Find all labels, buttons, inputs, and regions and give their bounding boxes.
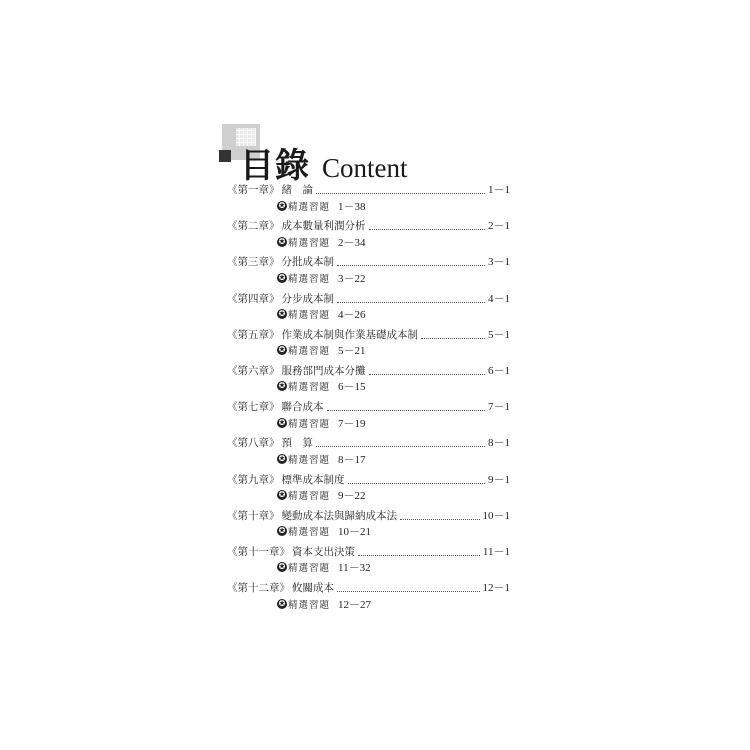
exercise-label: 精選習題: [288, 527, 331, 539]
toc-entry: [227, 253, 510, 289]
exercise-row[interactable]: [277, 559, 510, 576]
exercise-pages: 2－34: [338, 236, 366, 249]
chapter-number: 《第四章》: [227, 292, 280, 305]
chapter-number: 《第八章》: [227, 437, 280, 450]
chapter-number: 《第九章》: [227, 473, 280, 486]
exercise-pages: 8－17: [338, 453, 366, 466]
star-badge-icon: ✪: [278, 200, 286, 210]
star-badge-icon: ✪: [278, 236, 286, 246]
toc-entry: [227, 579, 510, 615]
exercise-pages: 12－27: [338, 598, 372, 611]
toc-entry: [227, 507, 510, 543]
toc-entry: [227, 181, 510, 217]
chapter-page: 12－1: [482, 582, 510, 595]
chapter-row[interactable]: [227, 290, 510, 306]
dot-leader: [316, 446, 485, 447]
exercise-label: 精選習題: [288, 563, 331, 575]
exercise-row[interactable]: [277, 197, 510, 214]
header-square-decoration: [219, 150, 231, 162]
chapter-number: 《第二章》: [227, 220, 280, 233]
chapter-row[interactable]: [227, 217, 510, 233]
chapter-page: 11－1: [482, 545, 510, 558]
chapter-number: 《第七章》: [227, 401, 280, 414]
dot-leader: [369, 374, 486, 375]
star-badge-icon: ✪: [278, 526, 286, 536]
title-chinese: 目錄: [240, 146, 310, 186]
exercise-label: 精選習題: [288, 237, 331, 249]
chapter-title: 服務部門成本分攤: [281, 364, 366, 377]
exercise-label: 精選習題: [288, 491, 331, 502]
exercise-pages: 1－38: [338, 200, 366, 213]
chapter-row[interactable]: [227, 543, 510, 559]
star-badge-icon: ✪: [278, 417, 286, 427]
chapter-page: 4－1: [488, 292, 510, 305]
exercise-pages: 10－21: [338, 526, 372, 539]
exercise-row[interactable]: [277, 306, 510, 323]
chapter-page: 6－1: [488, 364, 510, 377]
chapter-page: 8－1: [488, 437, 510, 450]
toc-entry: [227, 434, 510, 470]
chapter-row[interactable]: [227, 181, 510, 197]
exercise-row[interactable]: [277, 487, 510, 504]
chapter-number: 《第五章》: [227, 328, 280, 341]
chapter-page: 9－1: [488, 473, 510, 486]
exercise-label: 精選習題: [288, 454, 331, 466]
exercise-pages: 7－19: [338, 417, 366, 430]
dot-leader: [337, 265, 485, 266]
chapter-title: 分批成本制: [281, 256, 334, 269]
dot-leader: [316, 193, 485, 194]
star-badge-icon: ✪: [278, 598, 286, 608]
star-badge-icon: ✪: [278, 345, 286, 355]
toc-entry: [227, 217, 510, 253]
exercise-row[interactable]: [277, 233, 510, 250]
title-english: Content: [322, 153, 408, 183]
chapter-page: 3－1: [488, 256, 510, 269]
chapter-title: 變動成本法與歸納成本法: [281, 509, 397, 522]
exercise-pages: 3－22: [338, 272, 366, 285]
toc-entry: [227, 398, 510, 434]
exercise-label: 精選習題: [288, 418, 331, 430]
chapter-row[interactable]: [227, 434, 510, 450]
chapter-row[interactable]: [227, 507, 510, 523]
dot-leader: [327, 410, 486, 411]
chapter-page: 7－1: [488, 401, 510, 414]
toc-entry: [227, 543, 510, 579]
toc-entry: [227, 290, 510, 326]
chapter-number: 《第十章》: [227, 509, 280, 522]
exercise-row[interactable]: [277, 342, 510, 359]
toc-entry: [227, 362, 510, 398]
chapter-page: 5－1: [488, 328, 510, 341]
chapter-title: 預 算: [281, 437, 313, 450]
chapter-page: 10－1: [482, 509, 510, 522]
exercise-row[interactable]: [277, 450, 510, 467]
chapter-row[interactable]: [227, 471, 510, 487]
chapter-page: 1－1: [488, 184, 510, 196]
chapter-title: 分步成本制: [281, 292, 334, 305]
chapter-row[interactable]: [227, 253, 510, 269]
exercise-pages: 11－32: [338, 562, 371, 575]
chapter-title: 作業成本制與作業基礎成本制: [281, 328, 418, 341]
exercise-label: 精選習題: [288, 599, 331, 611]
chapter-number: 《第十一章》: [227, 545, 290, 558]
dot-leader: [337, 591, 480, 592]
chapter-title: 資本支出決策: [292, 545, 355, 558]
exercise-pages: 4－26: [338, 309, 366, 322]
star-badge-icon: ✪: [278, 381, 286, 391]
chapter-title: 成本數量利潤分析: [281, 220, 366, 233]
dot-leader: [348, 483, 486, 484]
exercise-row[interactable]: [277, 269, 510, 286]
exercise-label: 精選習題: [288, 273, 331, 285]
chapter-number: 《第十二章》: [227, 582, 290, 595]
chapter-row[interactable]: [227, 326, 510, 342]
dot-leader: [337, 302, 485, 303]
chapter-number: 《第三章》: [227, 256, 280, 269]
chapter-title: 聯合成本: [281, 401, 324, 414]
chapter-number: 《第六章》: [227, 364, 280, 377]
chapter-number: 《第一章》: [227, 184, 280, 196]
exercise-row[interactable]: [277, 378, 510, 395]
exercise-label: 精選習題: [288, 310, 331, 322]
chapter-row[interactable]: [227, 579, 510, 595]
dot-leader: [400, 519, 480, 520]
exercise-row[interactable]: [277, 414, 510, 431]
chapter-title: 標準成本制度: [281, 473, 345, 486]
star-badge-icon: ✪: [278, 562, 286, 572]
table-of-contents: [227, 181, 510, 615]
chapter-row[interactable]: [227, 398, 510, 414]
exercise-label: 精選習題: [288, 382, 331, 394]
toc-entry: [227, 471, 510, 507]
exercise-pages: 9－22: [338, 490, 366, 502]
chapter-row[interactable]: [227, 362, 510, 378]
dot-leader: [369, 229, 486, 230]
dot-leader: [421, 338, 485, 339]
exercise-label: 精選習題: [288, 201, 331, 213]
star-badge-icon: ✪: [278, 453, 286, 463]
exercise-row[interactable]: [277, 595, 510, 612]
exercise-pages: 6－15: [338, 381, 366, 394]
page-title: [240, 138, 408, 186]
exercise-label: 精選習題: [288, 346, 331, 358]
chapter-page: 2－1: [488, 220, 510, 233]
star-badge-icon: ✪: [278, 272, 286, 282]
chapter-title: 攸關成本: [292, 582, 334, 595]
chapter-title: 緒 論: [281, 184, 313, 196]
star-badge-icon: ✪: [278, 309, 286, 319]
toc-entry: [227, 326, 510, 362]
dot-leader: [358, 555, 480, 556]
exercise-pages: 5－21: [338, 345, 366, 358]
star-badge-icon: ✪: [278, 490, 286, 499]
exercise-row[interactable]: [277, 523, 510, 540]
